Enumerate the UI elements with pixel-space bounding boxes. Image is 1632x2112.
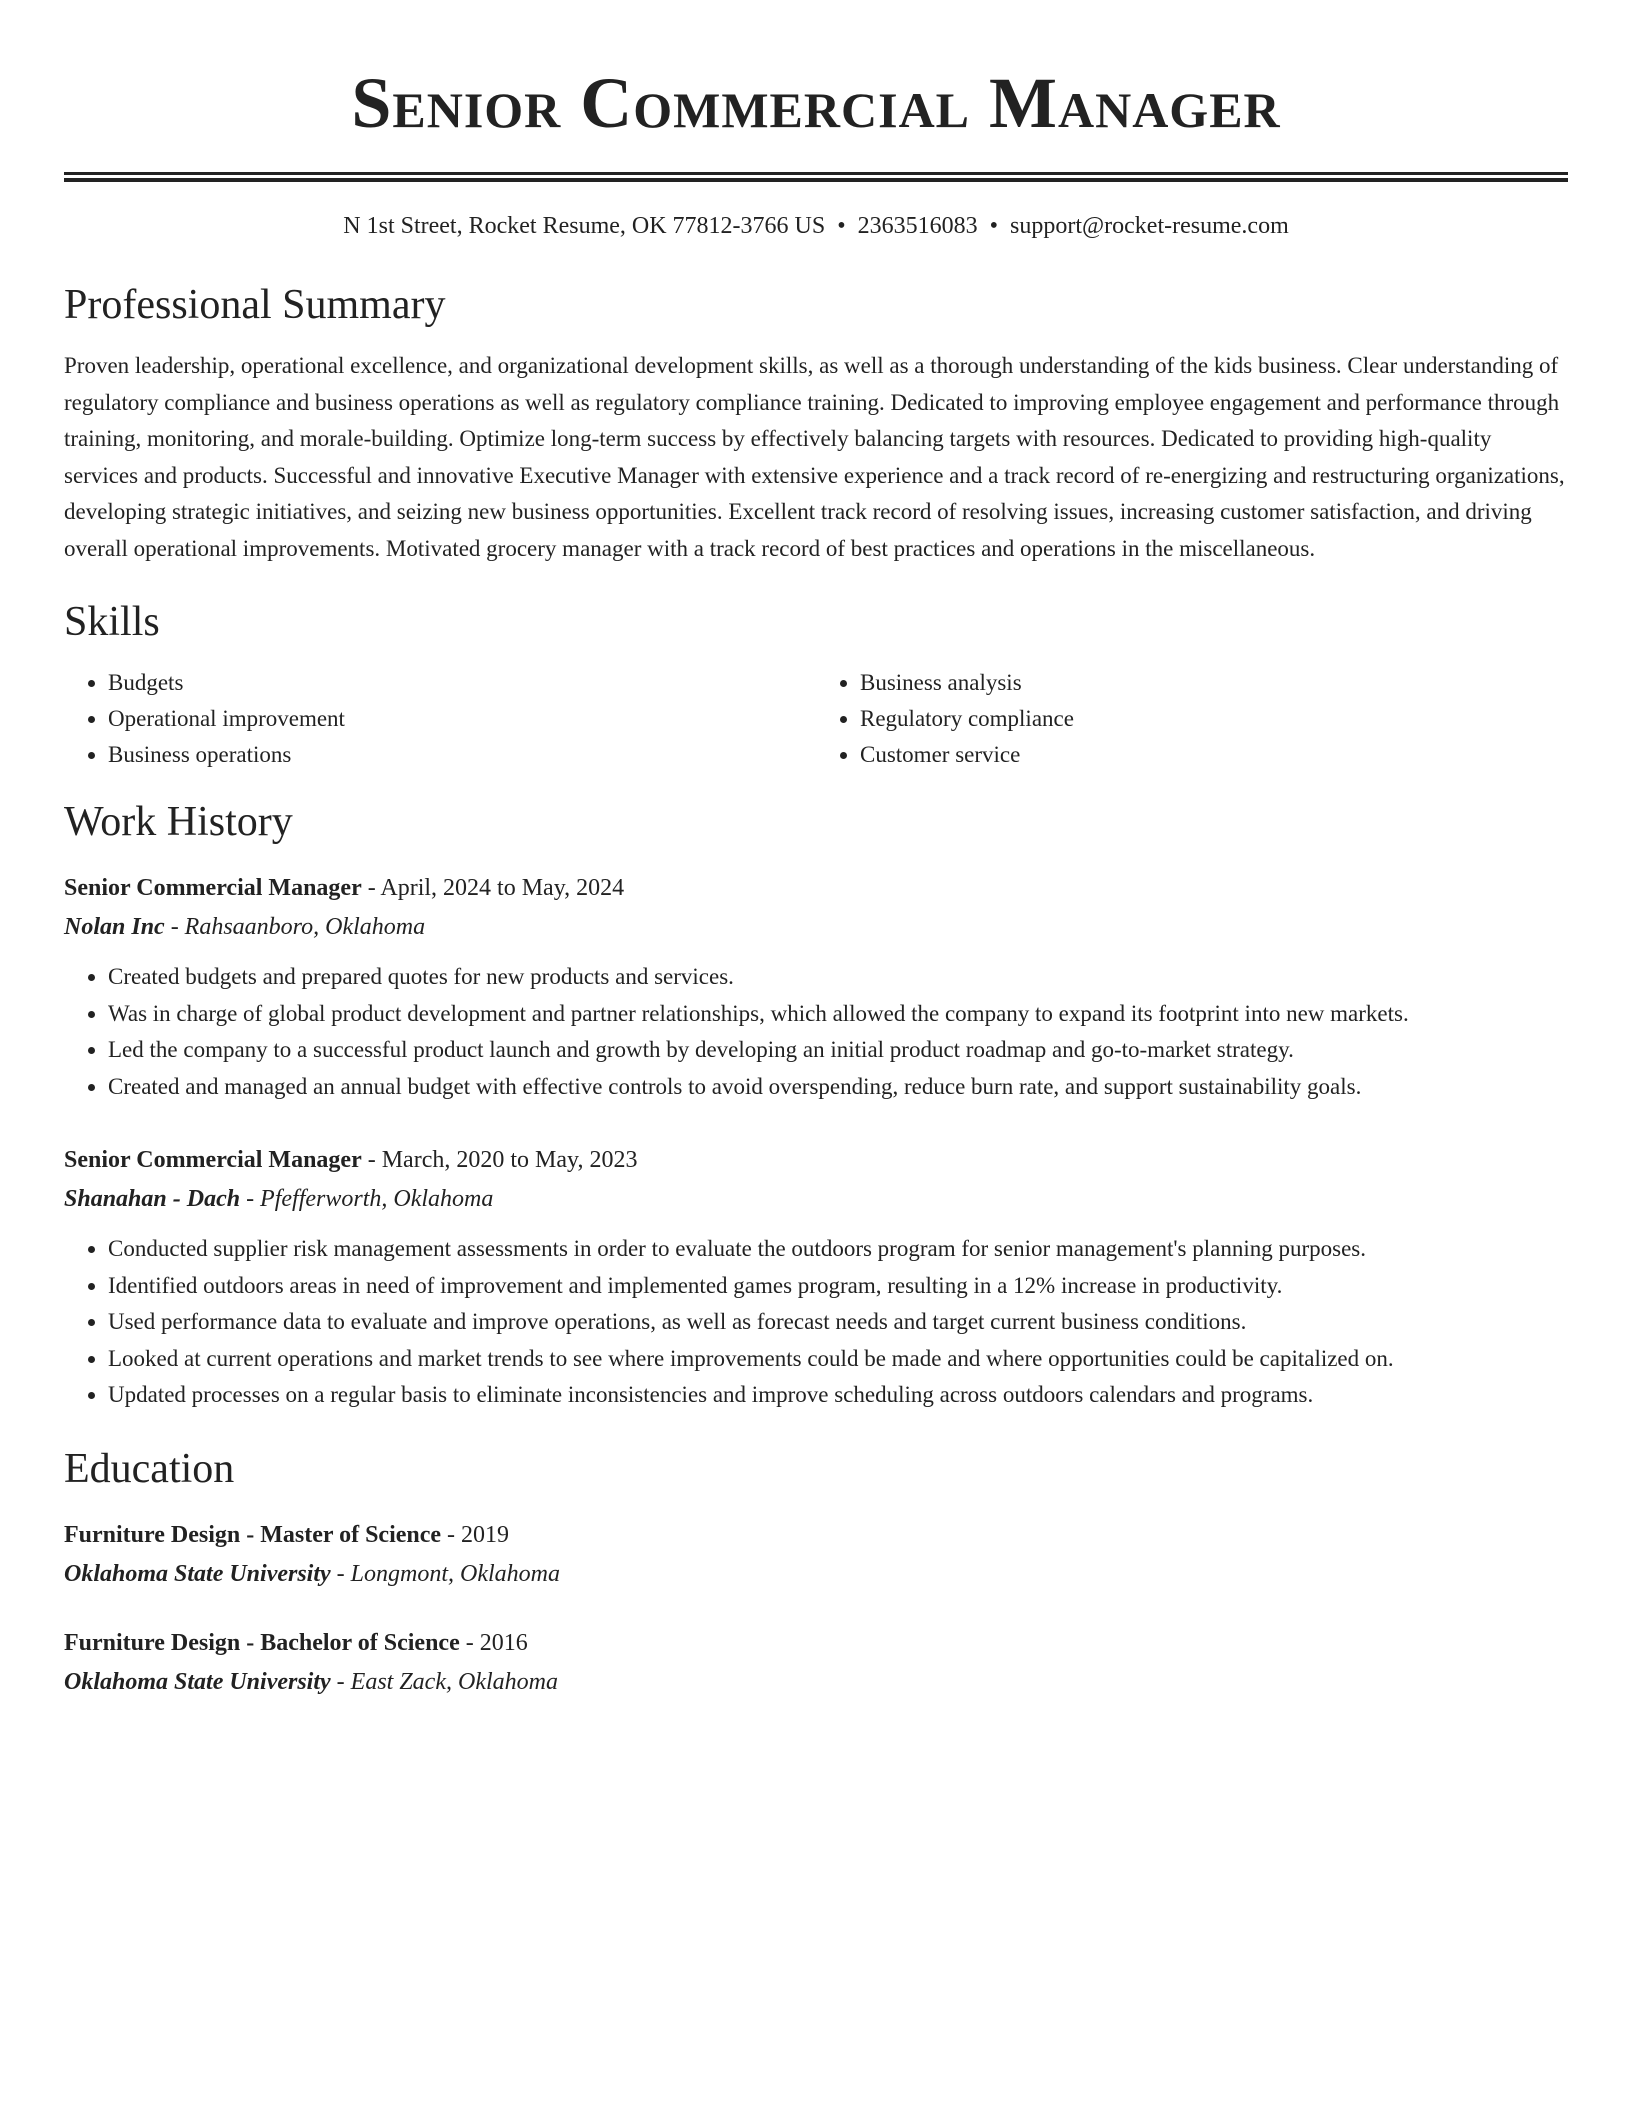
job-location: - Pfefferworth, Oklahoma [246,1186,494,1212]
skill-item: • Regulatory compliance [860,701,1568,737]
job-location: - Rahsaanboro, Oklahoma [170,914,426,940]
contact-address: N 1st Street, Rocket Resume, OK 77812-3766 US [343,213,826,239]
job-bullet: • Was in charge of global product development and partner relationships, which allowed the company to expand its footprint into new markets. [108,996,1568,1033]
resume-name: Senior Commercial Manager [351,63,1281,143]
job-entry [64,869,1568,1105]
education-school: Oklahoma State University [64,1560,331,1587]
skill-item: • Business operations [108,737,816,773]
header-divider [64,172,1568,182]
skills-column-right [816,665,1568,773]
education-year: - 2019 [447,1521,510,1548]
job-bullet: • Used performance data to evaluate and improve operations, as well as forecast needs and target current business conditions. [108,1304,1568,1341]
job-header [64,1141,1568,1179]
contact-separator: • [837,213,846,239]
job-bullet: • Conducted supplier risk management assessments in order to evaluate the outdoors program for senior management's planning purposes. [108,1231,1568,1268]
job-title: Senior Commercial Manager [64,1147,362,1173]
job-dates: - April, 2024 to May, 2024 [367,875,625,901]
job-bullet: • Looked at current operations and market trends to see where improvements could be made and where opportunities could be capitalized on. [108,1341,1568,1378]
contact-separator: • [989,213,999,239]
education-degree: Furniture Design - Master of Science [64,1521,442,1548]
summary-heading: Professional Summary [64,282,446,328]
summary-text: Proven leadership, operational excellence, and organizational development skills, as well as a thorough understanding of the kids business. Clear understanding of regulatory compliance and business operations as well as regulatory compliance training. Dedicated to improving employee engagement and performance through training, monitoring, and morale-building. Optimize long-term success by effectively balancing targets with resources. Dedicated to providing high-quality services and products. Successful and innovative Executive Manager with extensive experience and a track record of re-energizing and restructuring organizations, developing strategic initiatives, and seizing new business opportunities. Excellent track record of resolving issues, increasing customer satisfaction, and driving overall operational improvements. Motivated grocery manager with a track record of best practices and operations in the miscellaneous. [64,353,1565,561]
contact-email: support@rocket-resume.com [1010,213,1289,239]
job-bullet: • Created budgets and prepared quotes for new products and services. [108,959,1568,996]
education-header [64,1624,1568,1662]
skills-heading: Skills [64,599,160,645]
education-school: Oklahoma State University [64,1668,331,1695]
education-entry [64,1624,1568,1702]
job-header [64,869,1568,907]
skill-item: • Customer service [860,737,1568,773]
job-company: Shanahan - Dach [64,1186,241,1212]
skills-grid [64,665,1568,773]
job-bullets [64,959,1568,1105]
job-bullet: • Updated processes on a regular basis to eliminate inconsistencies and improve scheduling across outdoors calendars and programs. [108,1377,1568,1414]
skill-item: • Budgets [108,665,816,701]
education-school-line [64,1662,1568,1702]
contact-phone: 2363516083 [857,213,978,239]
job-company: Nolan Inc [64,914,165,940]
education-year: - 2016 [465,1629,528,1656]
skill-item: • Operational improvement [108,701,816,737]
job-entry [64,1141,1568,1414]
job-dates: - March, 2020 to May, 2023 [367,1147,638,1173]
education-header [64,1516,1568,1554]
job-bullet: • Led the company to a successful product launch and growth by developing an initial product roadmap and go-to-market strategy. [108,1032,1568,1069]
job-bullets [64,1231,1568,1414]
education-heading: Education [64,1445,235,1492]
skills-column-left [64,665,816,773]
job-employer [64,907,1568,947]
work-history-heading: Work History [64,799,293,845]
contact-line [64,210,1568,242]
education-school-line [64,1554,1568,1594]
job-bullet: • Created and managed an annual budget with effective controls to avoid overspending, reduce burn rate, and support sustainability goals. [108,1069,1568,1106]
job-bullet: • Identified outdoors areas in need of improvement and implemented games program, resulting in a 12% increase in productivity. [108,1268,1568,1305]
education-location: - East Zack, Oklahoma [336,1668,558,1695]
education-entry [64,1516,1568,1594]
job-employer [64,1179,1568,1219]
skill-item: • Business analysis [860,665,1568,701]
job-title: Senior Commercial Manager [64,875,362,901]
education-degree: Furniture Design - Bachelor of Science [64,1629,460,1656]
education-location: - Longmont, Oklahoma [336,1560,560,1587]
